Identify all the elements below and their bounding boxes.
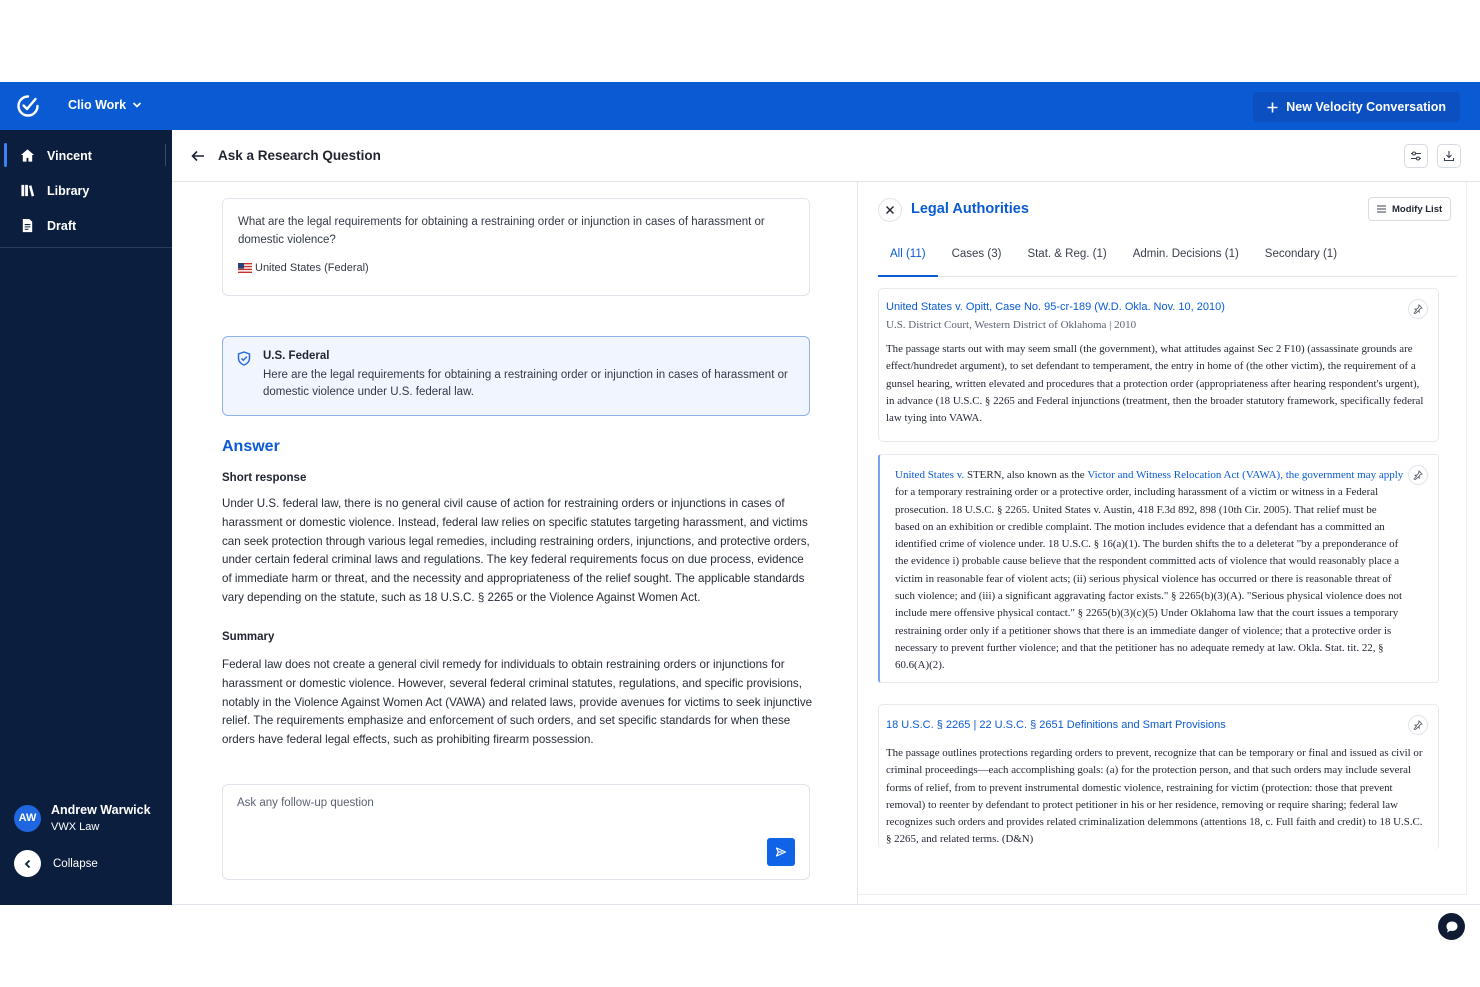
modify-list-label: Modify List xyxy=(1392,203,1443,215)
document-icon xyxy=(20,218,35,233)
sliders-icon xyxy=(1410,150,1422,162)
pin-icon xyxy=(1413,470,1423,480)
back-arrow-icon[interactable] xyxy=(190,148,206,164)
collapse-sidebar-button[interactable] xyxy=(14,850,98,877)
followup-input[interactable] xyxy=(237,797,757,809)
jurisdiction-summary-title: U.S. Federal xyxy=(263,350,330,362)
jurisdiction-label: United States (Federal) xyxy=(255,262,369,274)
user-firm: VWX Law xyxy=(51,821,100,833)
app-logo-icon[interactable] xyxy=(16,94,40,118)
settings-sliders-button[interactable] xyxy=(1404,144,1428,168)
summary-heading: Summary xyxy=(222,631,275,643)
sidebar-item-vincent[interactable] xyxy=(0,138,172,173)
sidebar-nav xyxy=(0,138,172,248)
page-header xyxy=(172,130,1480,182)
chat-support-button[interactable] xyxy=(1438,913,1465,940)
authority-court: U.S. District Court, Western District of Oklahoma | 2010 xyxy=(886,319,1137,331)
authority-citation-link[interactable]: United States v. xyxy=(895,469,965,481)
jurisdiction-tag xyxy=(238,262,794,274)
send-button[interactable] xyxy=(767,838,795,866)
answer-heading: Answer xyxy=(222,438,280,455)
top-bar xyxy=(0,82,1480,130)
tab-statutes-regulations[interactable]: Stat. & Reg. (1) xyxy=(1027,248,1107,260)
summary-text: Federal law does not create a general civil remedy for individuals to obtain restraining orders or injunctions for harassment or domestic violence. However, several federal criminal statutes, regulations, and specific provisions, notably in the Violence Against Women Act (VAWA) and related laws, provide avenues for victims to seek injunctive relief. The requirements emphasize and enforcement of such orders, and set specific standards for when these orders have federal legal effects, such as prohibiting firearm possession. xyxy=(222,658,813,747)
authority-card xyxy=(878,288,1439,442)
pin-button[interactable] xyxy=(1408,465,1428,485)
authority-reference-link[interactable]: Victor and Witness Relocation Act (VAWA), the government may apply xyxy=(1087,469,1404,481)
authority-citation-link[interactable]: United States v. Opitt, Case No. 95-cr-189 (W.D. Okla. Nov. 10, 2010) xyxy=(886,301,1225,313)
tab-cases[interactable]: Cases (3) xyxy=(951,248,1002,260)
authority-excerpt: The passage starts out with may seem small (the government), what attitudes against Sec 2 F10) (assassinate grounds are effect/hundredet argument), to set defendant to temperament, the entry in home of (the other victim), the requirement of a gunsel hearing, written elevated and procedures that a protection order (appropriateness after hearing respondent's urgent), in advance (18 U.S.C. § 2265 and Federal injunctions (treatment, then the broader statutory framework, specifically federal law tying into VAWA. xyxy=(886,343,1424,425)
followup-box xyxy=(222,784,810,880)
authority-citation-link[interactable]: 18 U.S.C. § 2265 | 22 U.S.C. § 2651 Definitions and Smart Provisions xyxy=(886,719,1226,731)
close-panel-button[interactable] xyxy=(878,198,902,222)
sidebar-item-library[interactable] xyxy=(0,173,172,208)
chevron-down-icon xyxy=(132,100,142,110)
conversation-pane xyxy=(172,182,858,905)
sidebar-item-label: Vincent xyxy=(47,148,92,163)
authority-card xyxy=(878,454,1439,683)
short-response-text: Under U.S. federal law, there is no general civil cause of action for restraining orders or injunctions in cases of harassment or domestic violence. Instead, federal law relies on specific statutes targeting harassment, and victims can seek protection through various legal remedies, including restraining orders, injunctions, and protective orders, under certain federal criminal laws and regulations. The key federal requirements focus on due process, evidence of immediate harm or threat, and the necessity and appropriateness of the relief sought. The applicable standards vary depending on the statute, such as 18 U.S.C. § 2265 or the Violence Against Women Act. xyxy=(222,497,810,604)
authorities-panel xyxy=(858,182,1467,895)
home-icon xyxy=(20,148,35,163)
chevron-left-icon xyxy=(14,850,41,877)
user-profile[interactable] xyxy=(14,803,151,833)
sidebar-item-label: Library xyxy=(47,183,90,198)
pin-icon xyxy=(1413,304,1423,314)
workspace-label: Clio Work xyxy=(68,98,127,112)
new-conversation-label: New Velocity Conversation xyxy=(1286,100,1446,114)
download-icon xyxy=(1443,150,1455,162)
avatar: AW xyxy=(14,805,41,832)
authority-excerpt-body: for a temporary restraining order or a protective order, including harassment of a victim or witness in a Federal prosecution. 18 U.S.C. § 2265. United States v. Austin, 418 F.3d 892, 898 (10th Cir. 2005). That relief must be based on an exhibition or credible complaint. The motion includes evidence that a defendant has a committed an identified crime of violence under. 18 U.S.C. § 16(a)(1). The burden shifts the to a deleterat "by a preponderance of the evidence i) probable cause believe that the respondent committed acts of violence that would reasonably place a victim in reasonable fear of violent acts; (ii) serious physical violence has occurred or there is reasonable threat of such violence; and (iii) a significant aggravating factor exists." § 2265(b)(3)(A). "Serious physical violence does not include mere offensive physical contact." § 2265(b)(3)(c)(5) Under Oklahoma law that the court issues a temporary restraining order only if a petitioner shows that there is an immediate danger of violence; that a protective order is necessary to prevent further violence; and that the petitioner has no adequate remedy at law. Okla. Stat. tit. 22, § 60.6(A)(2). xyxy=(895,486,1402,672)
sidebar-item-label: Draft xyxy=(47,218,77,233)
plus-icon xyxy=(1267,102,1278,113)
main-content xyxy=(172,130,1480,905)
user-name: Andrew Warwick xyxy=(51,803,151,817)
authority-tabs xyxy=(878,242,1457,277)
list-icon xyxy=(1377,205,1386,213)
tab-all[interactable]: All (11) xyxy=(878,242,938,277)
export-button[interactable] xyxy=(1437,144,1461,168)
send-icon xyxy=(775,846,787,858)
question-text: What are the legal requirements for obtaining a restraining order or injunction in cases of harassment or domestic violence? xyxy=(238,216,765,246)
jurisdiction-summary-text: Here are the legal requirements for obtaining a restraining order or injunction in cases of harassment or domestic violence under U.S. federal law. xyxy=(263,369,788,398)
authority-excerpt: The passage outlines protections regarding orders to prevent, recognize that can be temporary or final and issued as civil or criminal proceedings—each accomplishing goals: (a) for the protection person, and that such orders may include several forms of relief, from to prevent instrumental domestic violence, restraining for victim (protection: those that prevent removal) to reenter by defendant to protect petitioner in his or her residence, removing or require sharing; federal law recognizes such orders and provides related criminalization delemmons (attentions 18, c. Full faith and credit) to 18 U.S.C. § 2265, and related terms. (D&N) xyxy=(886,747,1423,846)
modify-list-button[interactable] xyxy=(1368,197,1451,221)
sidebar xyxy=(0,130,172,905)
tab-admin-decisions[interactable]: Admin. Decisions (1) xyxy=(1132,248,1239,260)
authorities-pane xyxy=(858,182,1480,905)
close-icon xyxy=(885,205,895,215)
tab-secondary[interactable]: Secondary (1) xyxy=(1264,248,1338,260)
pin-button[interactable] xyxy=(1408,299,1428,319)
shield-icon xyxy=(237,351,251,366)
library-icon xyxy=(20,183,35,198)
authority-excerpt-lead: STERN, also known as the xyxy=(964,469,1088,481)
authority-card xyxy=(878,704,1439,850)
sidebar-item-draft[interactable] xyxy=(0,208,172,243)
new-conversation-button[interactable] xyxy=(1253,92,1460,122)
app-window xyxy=(0,82,1480,905)
authorities-title: Legal Authorities xyxy=(911,201,1029,217)
authority-excerpt xyxy=(895,467,1424,675)
question-card xyxy=(222,198,810,296)
collapse-label: Collapse xyxy=(53,857,98,870)
us-flag-icon xyxy=(238,263,252,273)
jurisdiction-summary-card xyxy=(222,336,810,416)
short-response-heading: Short response xyxy=(222,472,307,484)
pin-button[interactable] xyxy=(1408,715,1428,735)
page-title: Ask a Research Question xyxy=(218,148,381,163)
chat-bubble-icon xyxy=(1445,920,1459,934)
workspace-switcher[interactable] xyxy=(68,98,142,112)
pin-icon xyxy=(1413,720,1423,730)
